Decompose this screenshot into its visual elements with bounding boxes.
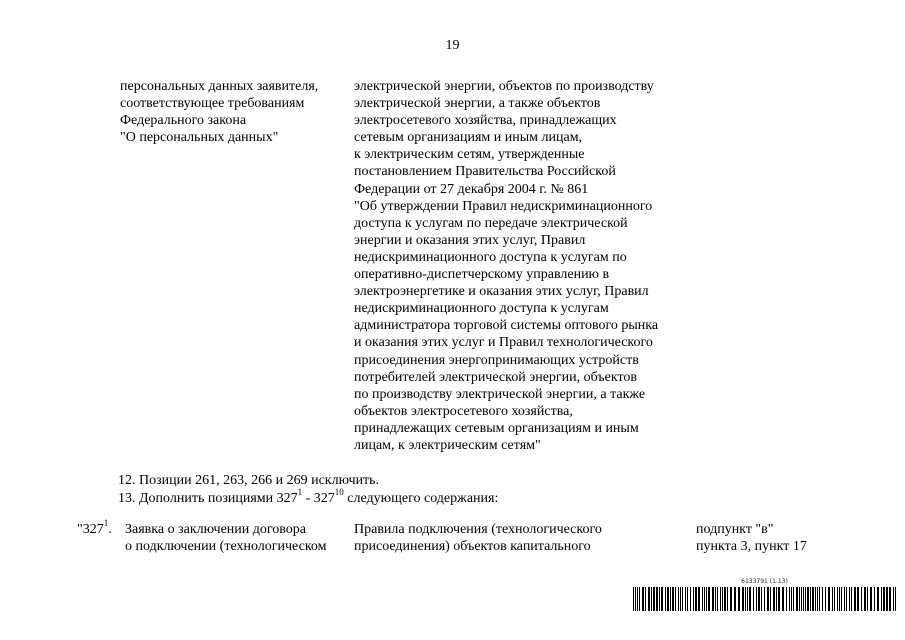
item-13-paragraph — [118, 487, 499, 507]
barcode-bar — [851, 587, 852, 611]
left-column — [120, 78, 318, 146]
barcode-bar — [877, 587, 879, 611]
barcode-bar — [812, 587, 814, 611]
barcode-bar — [767, 587, 769, 611]
barcode-bar — [665, 587, 666, 611]
right-column-line: электрической энергии, объектов по производству — [354, 79, 654, 94]
barcode-bar — [776, 587, 777, 611]
barcode-bar — [687, 587, 688, 611]
barcode-bar — [651, 587, 652, 611]
barcode-bar — [864, 587, 866, 611]
new-row-name-line: Заявка о заключении договора — [125, 522, 307, 537]
barcode-bar — [789, 587, 790, 611]
barcode-bar — [656, 587, 658, 611]
right-column-line: недискриминационного доступа к услугам — [354, 301, 609, 317]
new-row-document-line: присоединения) объектов капитального — [354, 539, 591, 555]
barcode-bar — [659, 587, 660, 611]
barcode-bar — [704, 587, 705, 611]
right-column-line: лицам, к электрическим сетям" — [354, 437, 541, 453]
barcode-bar — [637, 587, 638, 611]
barcode-bar — [832, 587, 833, 611]
new-row-name-cell — [125, 521, 327, 555]
right-column-line: доступа к услугам по передаче электрической — [354, 215, 628, 231]
barcode-bar — [715, 587, 716, 611]
new-row-number: "$327^1$. — [77, 518, 112, 537]
barcode-bar — [770, 587, 771, 611]
new-row-document-line: Правила подключения (технологического — [354, 522, 602, 537]
barcode-bar — [849, 587, 850, 611]
barcode-bar — [653, 587, 655, 611]
barcode-bar — [747, 587, 748, 611]
barcode-caption: 6133791 (1.13) — [741, 578, 788, 585]
barcode-bar — [822, 587, 823, 611]
right-column-line: оперативно-диспетчерскому управлению в — [354, 267, 610, 283]
barcode-bar — [867, 587, 868, 611]
barcode-bar — [805, 587, 806, 611]
new-row-clause-line: подпункт "в" — [696, 522, 774, 537]
barcode-bar — [841, 587, 842, 611]
right-column-line: электроэнергетике и оказания этих услуг, Правил — [354, 284, 649, 300]
barcode-bar — [722, 587, 723, 611]
barcode-bar — [886, 587, 888, 611]
item-13-sup-2: 10 — [334, 487, 344, 498]
barcode-bar — [810, 587, 811, 611]
item-13-prefix: 13. Дополнить позициями 327 — [118, 491, 298, 506]
barcode-bar — [680, 587, 681, 611]
barcode-bar — [895, 587, 896, 611]
barcode-bar — [706, 587, 707, 611]
barcode-bar — [881, 587, 882, 611]
barcode-bar — [825, 587, 826, 611]
barcode-bar — [693, 587, 694, 611]
barcode-bar — [730, 587, 732, 611]
barcode-bar — [635, 587, 636, 611]
new-row-clause-line: пункта 3, пункт 17 — [696, 539, 807, 555]
barcode-bar — [893, 587, 894, 611]
item-12-paragraph: 12. Позиции 261, 263, 266 и 269 исключить. — [118, 473, 380, 488]
barcode-bar — [702, 587, 703, 611]
new-row-clause-cell — [696, 521, 807, 555]
barcode-bar — [817, 587, 818, 611]
barcode-bar — [685, 587, 686, 611]
barcode-bar — [844, 587, 845, 611]
right-column-line: администратора торговой системы оптового рынка — [354, 318, 659, 334]
right-column-line: сетевым организациям и иным лицам, — [354, 130, 583, 146]
barcode-bar — [648, 587, 650, 611]
right-column-line: присоединения энергопринимающих устройств — [354, 352, 639, 368]
barcode-bar — [717, 587, 718, 611]
barcode-bar — [883, 587, 885, 611]
new-row-number-sup: 1 — [103, 518, 109, 529]
right-column-line: объектов электросетевого хозяйства, — [354, 403, 573, 419]
barcode-bar — [708, 587, 710, 611]
barcode-bar — [764, 587, 765, 611]
right-column-line: недискриминационного доступа к услугам по — [354, 249, 627, 265]
barcode-bar — [734, 587, 736, 611]
barcode-bar — [846, 587, 847, 611]
left-column-line: Федерального закона — [120, 113, 247, 129]
left-column-line: соответствующее требованиям — [120, 96, 305, 112]
item-13-middle: - 327 — [302, 491, 335, 506]
new-row-document-cell — [354, 521, 602, 555]
barcode-bar — [793, 587, 794, 611]
barcode-bar — [753, 587, 754, 611]
page-number: 19 — [445, 38, 460, 53]
new-row-name-line: о подключении (технологическом — [125, 539, 327, 555]
barcode-bar — [633, 587, 634, 611]
barcode-bar — [870, 587, 872, 611]
barcode-bar — [828, 587, 830, 611]
barcode-bar — [712, 587, 714, 611]
barcode-bar — [837, 587, 838, 611]
barcode-bar — [803, 587, 804, 611]
barcode-block — [633, 578, 896, 611]
barcode-bar — [724, 587, 726, 611]
left-column-line: персональных данных заявителя, — [120, 79, 319, 94]
barcode-bar — [782, 587, 784, 611]
right-column-line: электросетевого хозяйства, принадлежащих — [354, 113, 617, 129]
barcode-bar — [720, 587, 721, 611]
barcode-bar — [773, 587, 775, 611]
barcode-image — [633, 587, 896, 611]
barcode-bar — [742, 587, 744, 611]
right-column-line: потребителей электрической энергии, объектов — [354, 369, 638, 385]
barcode-bar — [815, 587, 816, 611]
barcode-bar — [889, 587, 891, 611]
barcode-bar — [678, 587, 679, 611]
barcode-bar — [861, 587, 862, 611]
right-column-line: принадлежащих сетевым организациям и иным — [354, 420, 639, 436]
barcode-bar — [756, 587, 757, 611]
right-column-line: по производству электрической энергии, а также — [354, 386, 646, 402]
right-column-line: к электрическим сетям, утвержденные — [354, 147, 585, 163]
barcode-bar — [667, 587, 669, 611]
barcode-bar — [738, 587, 740, 611]
barcode-bar — [639, 587, 640, 611]
right-column-line: и оказания этих услуг и Правил технологического — [354, 335, 653, 351]
right-column-line: энергии и оказания этих услуг, Правил — [354, 232, 586, 248]
barcode-bar — [642, 587, 644, 611]
barcode-bar — [670, 587, 671, 611]
barcode-bar — [874, 587, 875, 611]
barcode-bar — [645, 587, 646, 611]
right-column-line: "Об утверждении Правил недискриминационного — [354, 198, 653, 214]
barcode-bar — [661, 587, 663, 611]
barcode-bar — [839, 587, 840, 611]
barcode-bar — [799, 587, 800, 611]
barcode-bar — [682, 587, 683, 611]
right-column — [354, 78, 658, 454]
barcode-bar — [672, 587, 674, 611]
barcode-bar — [834, 587, 835, 611]
barcode-bar — [690, 587, 691, 611]
barcode-bar — [675, 587, 676, 611]
barcode-bar — [727, 587, 728, 611]
item-13-suffix: следующего содержания: — [343, 491, 499, 506]
barcode-bar — [807, 587, 809, 611]
barcode-bar — [761, 587, 762, 611]
barcode-bar — [857, 587, 859, 611]
right-column-line: Федерации от 27 декабря 2004 г. № 861 — [354, 181, 589, 197]
barcode-bar — [698, 587, 700, 611]
barcode-bar — [791, 587, 792, 611]
right-column-line: постановлением Правительства Российской — [354, 164, 616, 180]
item-13-sup-1: 1 — [297, 487, 303, 498]
barcode-bar — [778, 587, 780, 611]
barcode-bar — [796, 587, 798, 611]
barcode-bar — [749, 587, 751, 611]
left-column-line: "О персональных данных" — [120, 130, 279, 146]
barcode-bar — [801, 587, 802, 611]
barcode-bar — [786, 587, 787, 611]
barcode-bar — [758, 587, 760, 611]
barcode-bar — [819, 587, 820, 611]
barcode-bar — [745, 587, 746, 611]
barcode-bar — [854, 587, 856, 611]
barcode-bar — [695, 587, 697, 611]
right-column-line: электрической энергии, а также объектов — [354, 96, 601, 112]
